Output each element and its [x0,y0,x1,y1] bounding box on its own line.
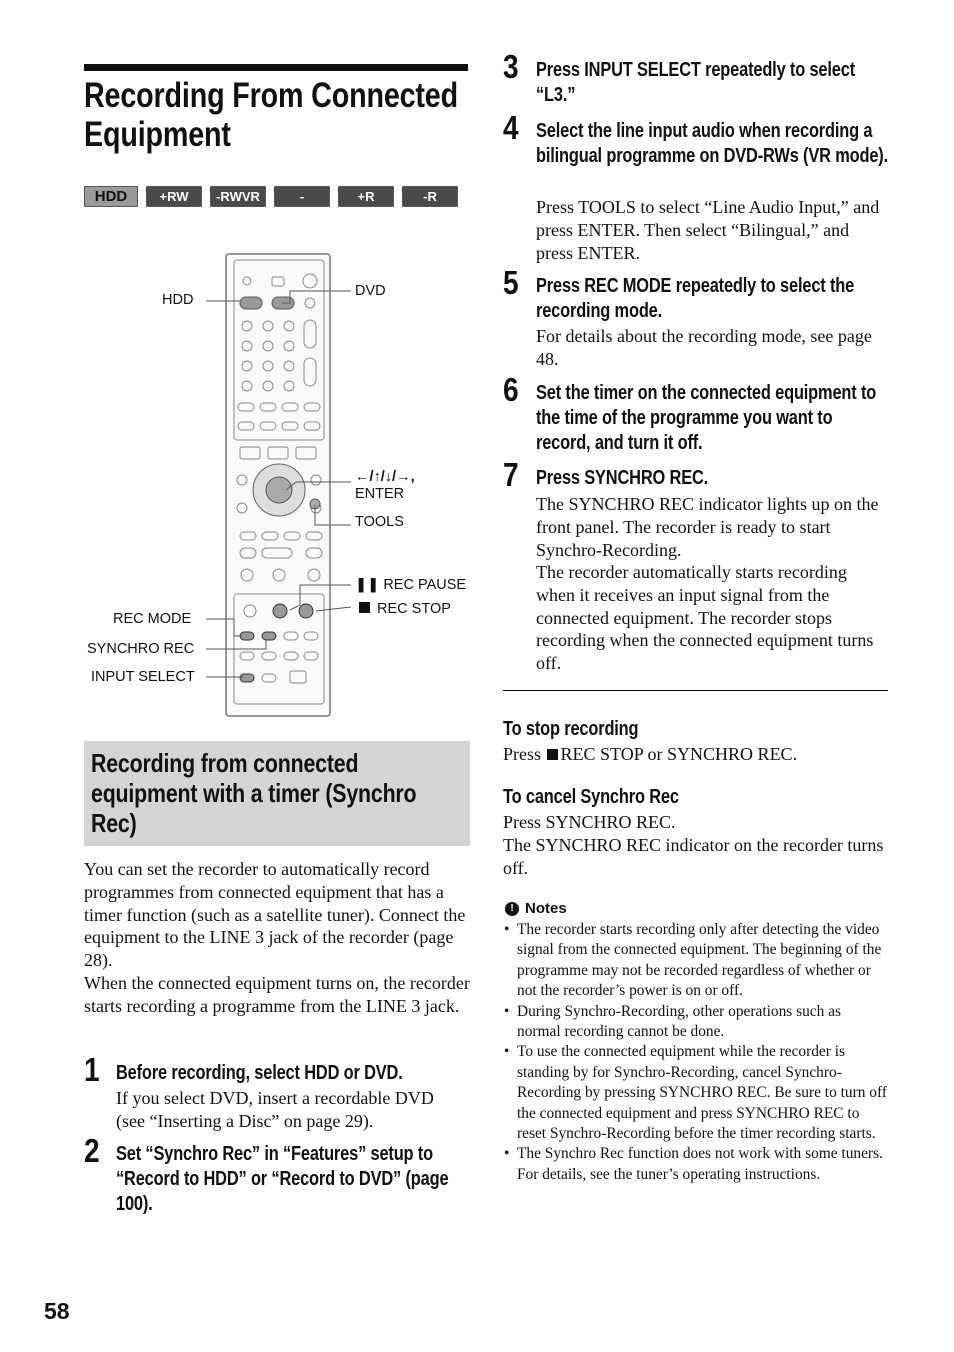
label-synchro-rec: SYNCHRO REC [87,641,195,657]
step-4-heading: Select the line input audio when recording a bilingual programme on DVD-RWs (VR mode). [536,120,888,167]
note-item: • The recorder starts recording only after detecting the video signal from the connected equipment. The beginning of the programme may not be recorded regardless of whether or not the recorder’s power is on or off. [503,920,888,1002]
label-input-select: INPUT SELECT [91,669,195,685]
step-7-body: The SYNCHRO REC indicator lights up on the front panel. The recorder is ready to start Synchro-Recording. [536,494,879,560]
page-number: 58 [44,1298,70,1324]
label-arrows: ←/↑/↓/→, [355,469,415,485]
cancel-line-2: The SYNCHRO REC indicator on the recorder turns off. [503,835,884,878]
step-5-body: For details about the recording mode, see page 48. [536,326,872,369]
notes-list [503,920,888,1185]
label-rec-stop-row [358,601,451,618]
cancel-line-1: Press SYNCHRO REC. [503,812,676,832]
step-1-number: 1 [84,1051,100,1088]
section-title: Recording from connected equipment with a timer (Synchro Rec) [91,748,417,838]
step-1-heading: Before recording, select HDD or DVD. [116,1062,403,1084]
divider-rule [503,690,888,691]
notes-icon: ! [505,902,519,916]
stop-press: Press [503,744,542,764]
note-item: • The Synchro Rec function does not work with some tuners. For details, see the tuner’s operating instructions. [503,1144,888,1185]
badge-minus-rw-vr: -RWVR [210,186,266,207]
badge-hdd: HDD [84,186,138,207]
step-3-number: 3 [503,48,519,85]
stop-rest: REC STOP or SYNCHRO REC. [560,744,798,764]
step-4-number: 4 [503,109,519,146]
label-rec-stop: REC STOP [377,601,451,617]
note-item: • During Synchro-Recording, other operations such as normal recording cannot be done. [503,1002,888,1043]
step-6-number: 6 [503,371,519,408]
step-2-heading: Set “Synchro Rec” in “Features” setup to “Record to HDD” or “Record to DVD” (page 100). [116,1143,449,1215]
notes-title: Notes [525,900,567,917]
label-enter: ENTER [355,486,405,502]
notes-heading [505,900,567,917]
step-7-number: 7 [503,456,519,493]
stop-recording-text [503,743,893,766]
step-2-number: 2 [84,1132,100,1169]
cancel-synchro-heading: To cancel Synchro Rec [503,786,679,808]
stop-icon [547,749,558,760]
badge-minus-rw-video: -RWVideo [274,186,330,207]
step-1-body: If you select DVD, insert a recordable DVD (see “Inserting a Disc” on page 29). [116,1088,434,1131]
badge-plus-rw: +RW [146,186,202,207]
step-7-body-2: The recorder automatically starts recording when it receives an input signal from the connected equipment. The recorder stops recording when the connected equipment turns off. [536,562,874,674]
stop-icon [359,602,370,613]
section-intro: You can set the recorder to automatically record programmes from connected equipment that has a timer function (such as a satellite tuner). Connect the equipment to the LINE 3 jack of the recorder (page 28). [84,859,466,971]
label-rec-mode: REC MODE [113,611,192,627]
step-7-heading: Press SYNCHRO REC. [536,467,709,489]
badge-plus-r: +R [338,186,394,207]
step-5-heading: Press REC MODE repeatedly to select the recording mode. [536,275,855,322]
note-item: • To use the connected equipment while the recorder is standing by for Synchro-Recording, cancel Synchro-Recording by pressing SYNCHRO REC. Be sure to turn off the connected equipment and press SYNCHRO REC to reset Synchro-Recording before the timer recording starts. [503,1042,888,1144]
label-rec-pause: ❚❚ REC PAUSE [355,577,467,593]
page-title: Recording From Connected Equipment [84,76,458,154]
step-4-body: Press TOOLS to select “Line Audio Input,” and press ENTER. Then select “Bilingual,” and press ENTER. [536,197,880,263]
label-tools: TOOLS [355,514,404,530]
section-intro-2: When the connected equipment turns on, the recorder starts recording a programme from the LINE 3 jack. [84,973,470,1016]
label-hdd: HDD [162,292,194,308]
badge-minus-r: -R [402,186,458,207]
label-dvd: DVD [355,283,386,299]
step-3-heading: Press INPUT SELECT repeatedly to select “L3.” [536,59,855,106]
step-6-heading: Set the timer on the connected equipment to the time of the programme you want to record, and turn it off. [536,382,877,454]
step-5-number: 5 [503,264,519,301]
stop-recording-heading: To stop recording [503,718,639,740]
